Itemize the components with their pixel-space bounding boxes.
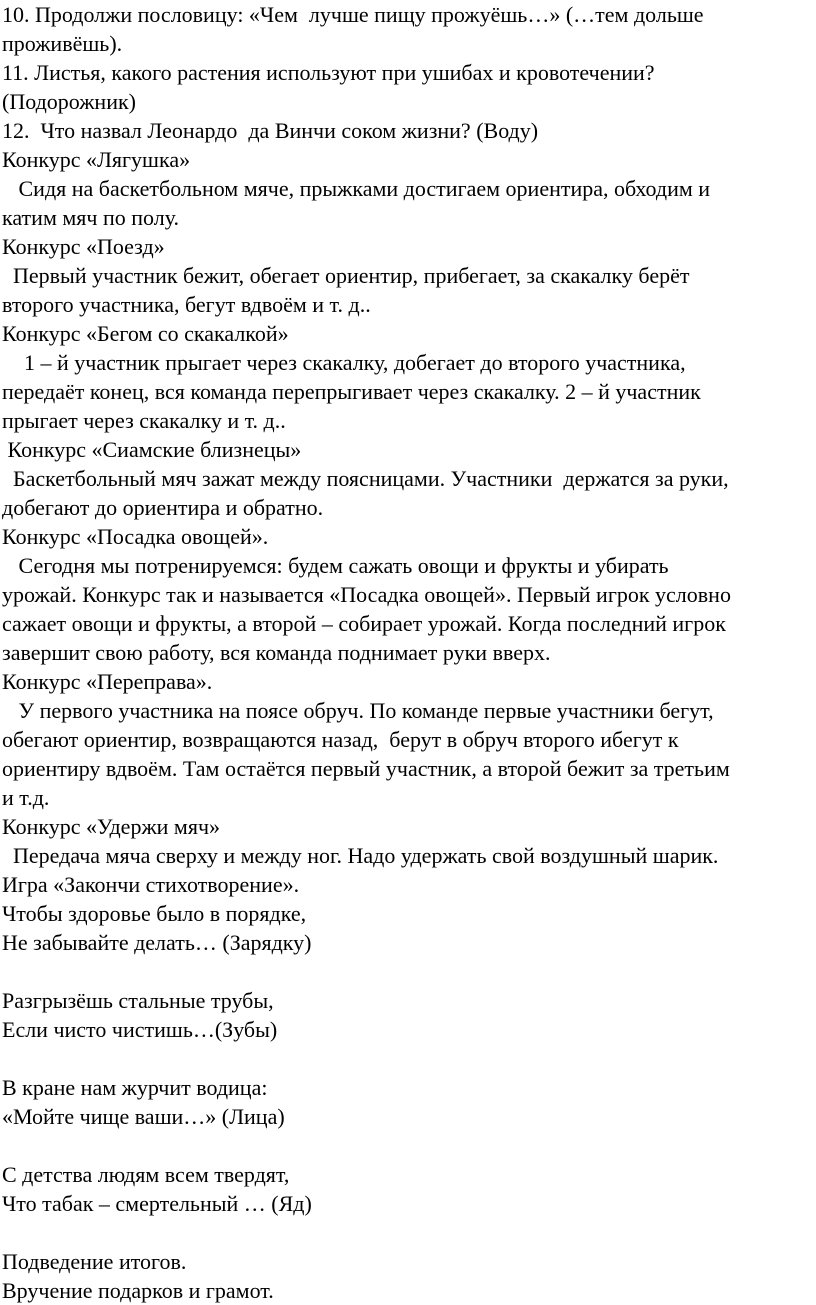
section-heading: Конкурс «Посадка овощей». bbox=[2, 524, 269, 549]
poem-line: Разгрызёшь стальные трубы, bbox=[2, 988, 274, 1013]
section-heading: Игра «Закончи стихотворение». bbox=[2, 872, 300, 897]
text-line: добегают до ориентира и обратно. bbox=[2, 495, 324, 520]
text-line: ориентиру вдвоём. Там остаётся первый участник, а второй бежит за третьим bbox=[2, 756, 730, 781]
text-line: катим мяч по полу. bbox=[2, 205, 179, 230]
poem-line: Не забывайте делать… (Зарядку) bbox=[2, 930, 312, 955]
section-heading: Конкурс «Лягушка» bbox=[2, 147, 191, 172]
text-line: (Подорожник) bbox=[2, 89, 136, 114]
section-heading: Конкурс «Бегом со скакалкой» bbox=[2, 321, 289, 346]
closing-line: Подведение итогов. bbox=[2, 1249, 187, 1274]
poem-line: Чтобы здоровье было в порядке, bbox=[2, 901, 307, 926]
text-line: 12. Что назвал Леонардо да Винчи соком жизни? (Воду) bbox=[2, 118, 539, 143]
section-heading: Конкурс «Поезд» bbox=[2, 234, 165, 259]
section-heading: Конкурс «Удержи мяч» bbox=[2, 814, 221, 839]
text-line: передаёт конец, вся команда перепрыгивает через скакалку. 2 – й участник bbox=[2, 379, 701, 404]
poem-line: В кране нам журчит водица: bbox=[2, 1075, 268, 1100]
blank-line bbox=[2, 1044, 814, 1073]
blank-line bbox=[2, 1218, 814, 1247]
document-page bbox=[2, 0, 814, 1305]
text-line: второго участника, бегут вдвоём и т. д.. bbox=[2, 292, 371, 317]
text-line: 1 – й участник прыгает через скакалку, добегает до второго участника, bbox=[2, 350, 686, 375]
text-line: урожай. Конкурс так и называется «Посадка овощей». Первый игрок условно bbox=[2, 582, 731, 607]
text-line: 10. Продолжи пословицу: «Чем лучше пищу прожуёшь…» (…тем дольше bbox=[2, 2, 704, 27]
text-line: проживёшь). bbox=[2, 31, 123, 56]
blank-line bbox=[2, 1131, 814, 1160]
blank-line bbox=[2, 957, 814, 986]
section-heading: Конкурс «Сиамские близнецы» bbox=[2, 437, 302, 462]
text-line: Сегодня мы потренируемся: будем сажать овощи и фрукты и убирать bbox=[2, 553, 669, 578]
section-heading: Конкурс «Переправа». bbox=[2, 669, 213, 694]
text-line: 11. Листья, какого растения используют при ушибах и кровотечении? bbox=[2, 60, 655, 85]
text-line: прыгает через скакалку и т. д.. bbox=[2, 408, 286, 433]
text-line: Первый участник бежит, обегает ориентир, прибегает, за скакалку берёт bbox=[2, 263, 690, 288]
poem-line: С детства людям всем твердят, bbox=[2, 1162, 290, 1187]
text-line: завершит свою работу, вся команда поднимает руки вверх. bbox=[2, 640, 551, 665]
text-line: сажает овощи и фрукты, а второй – собирает урожай. Когда последний игрок bbox=[2, 611, 726, 636]
text-line: и т.д. bbox=[2, 785, 50, 810]
text-line: Передача мяча сверху и между ног. Надо удержать свой воздушный шарик. bbox=[2, 843, 719, 868]
poem-line: Если чисто чистишь…(Зубы) bbox=[2, 1017, 278, 1042]
closing-line: Вручение подарков и грамот. bbox=[2, 1278, 274, 1303]
text-line: Баскетбольный мяч зажат между поясницами. Участники держатся за руки, bbox=[2, 466, 729, 491]
poem-line: «Мойте чище ваши…» (Лица) bbox=[2, 1104, 285, 1129]
poem-line: Что табак – смертельный … (Яд) bbox=[2, 1191, 312, 1216]
text-line: обегают ориентир, возвращаются назад, берут в обруч второго ибегут к bbox=[2, 727, 679, 752]
text-line: Сидя на баскетбольном мяче, прыжками достигаем ориентира, обходим и bbox=[2, 176, 711, 201]
text-line: У первого участника на поясе обруч. По команде первые участники бегут, bbox=[2, 698, 714, 723]
